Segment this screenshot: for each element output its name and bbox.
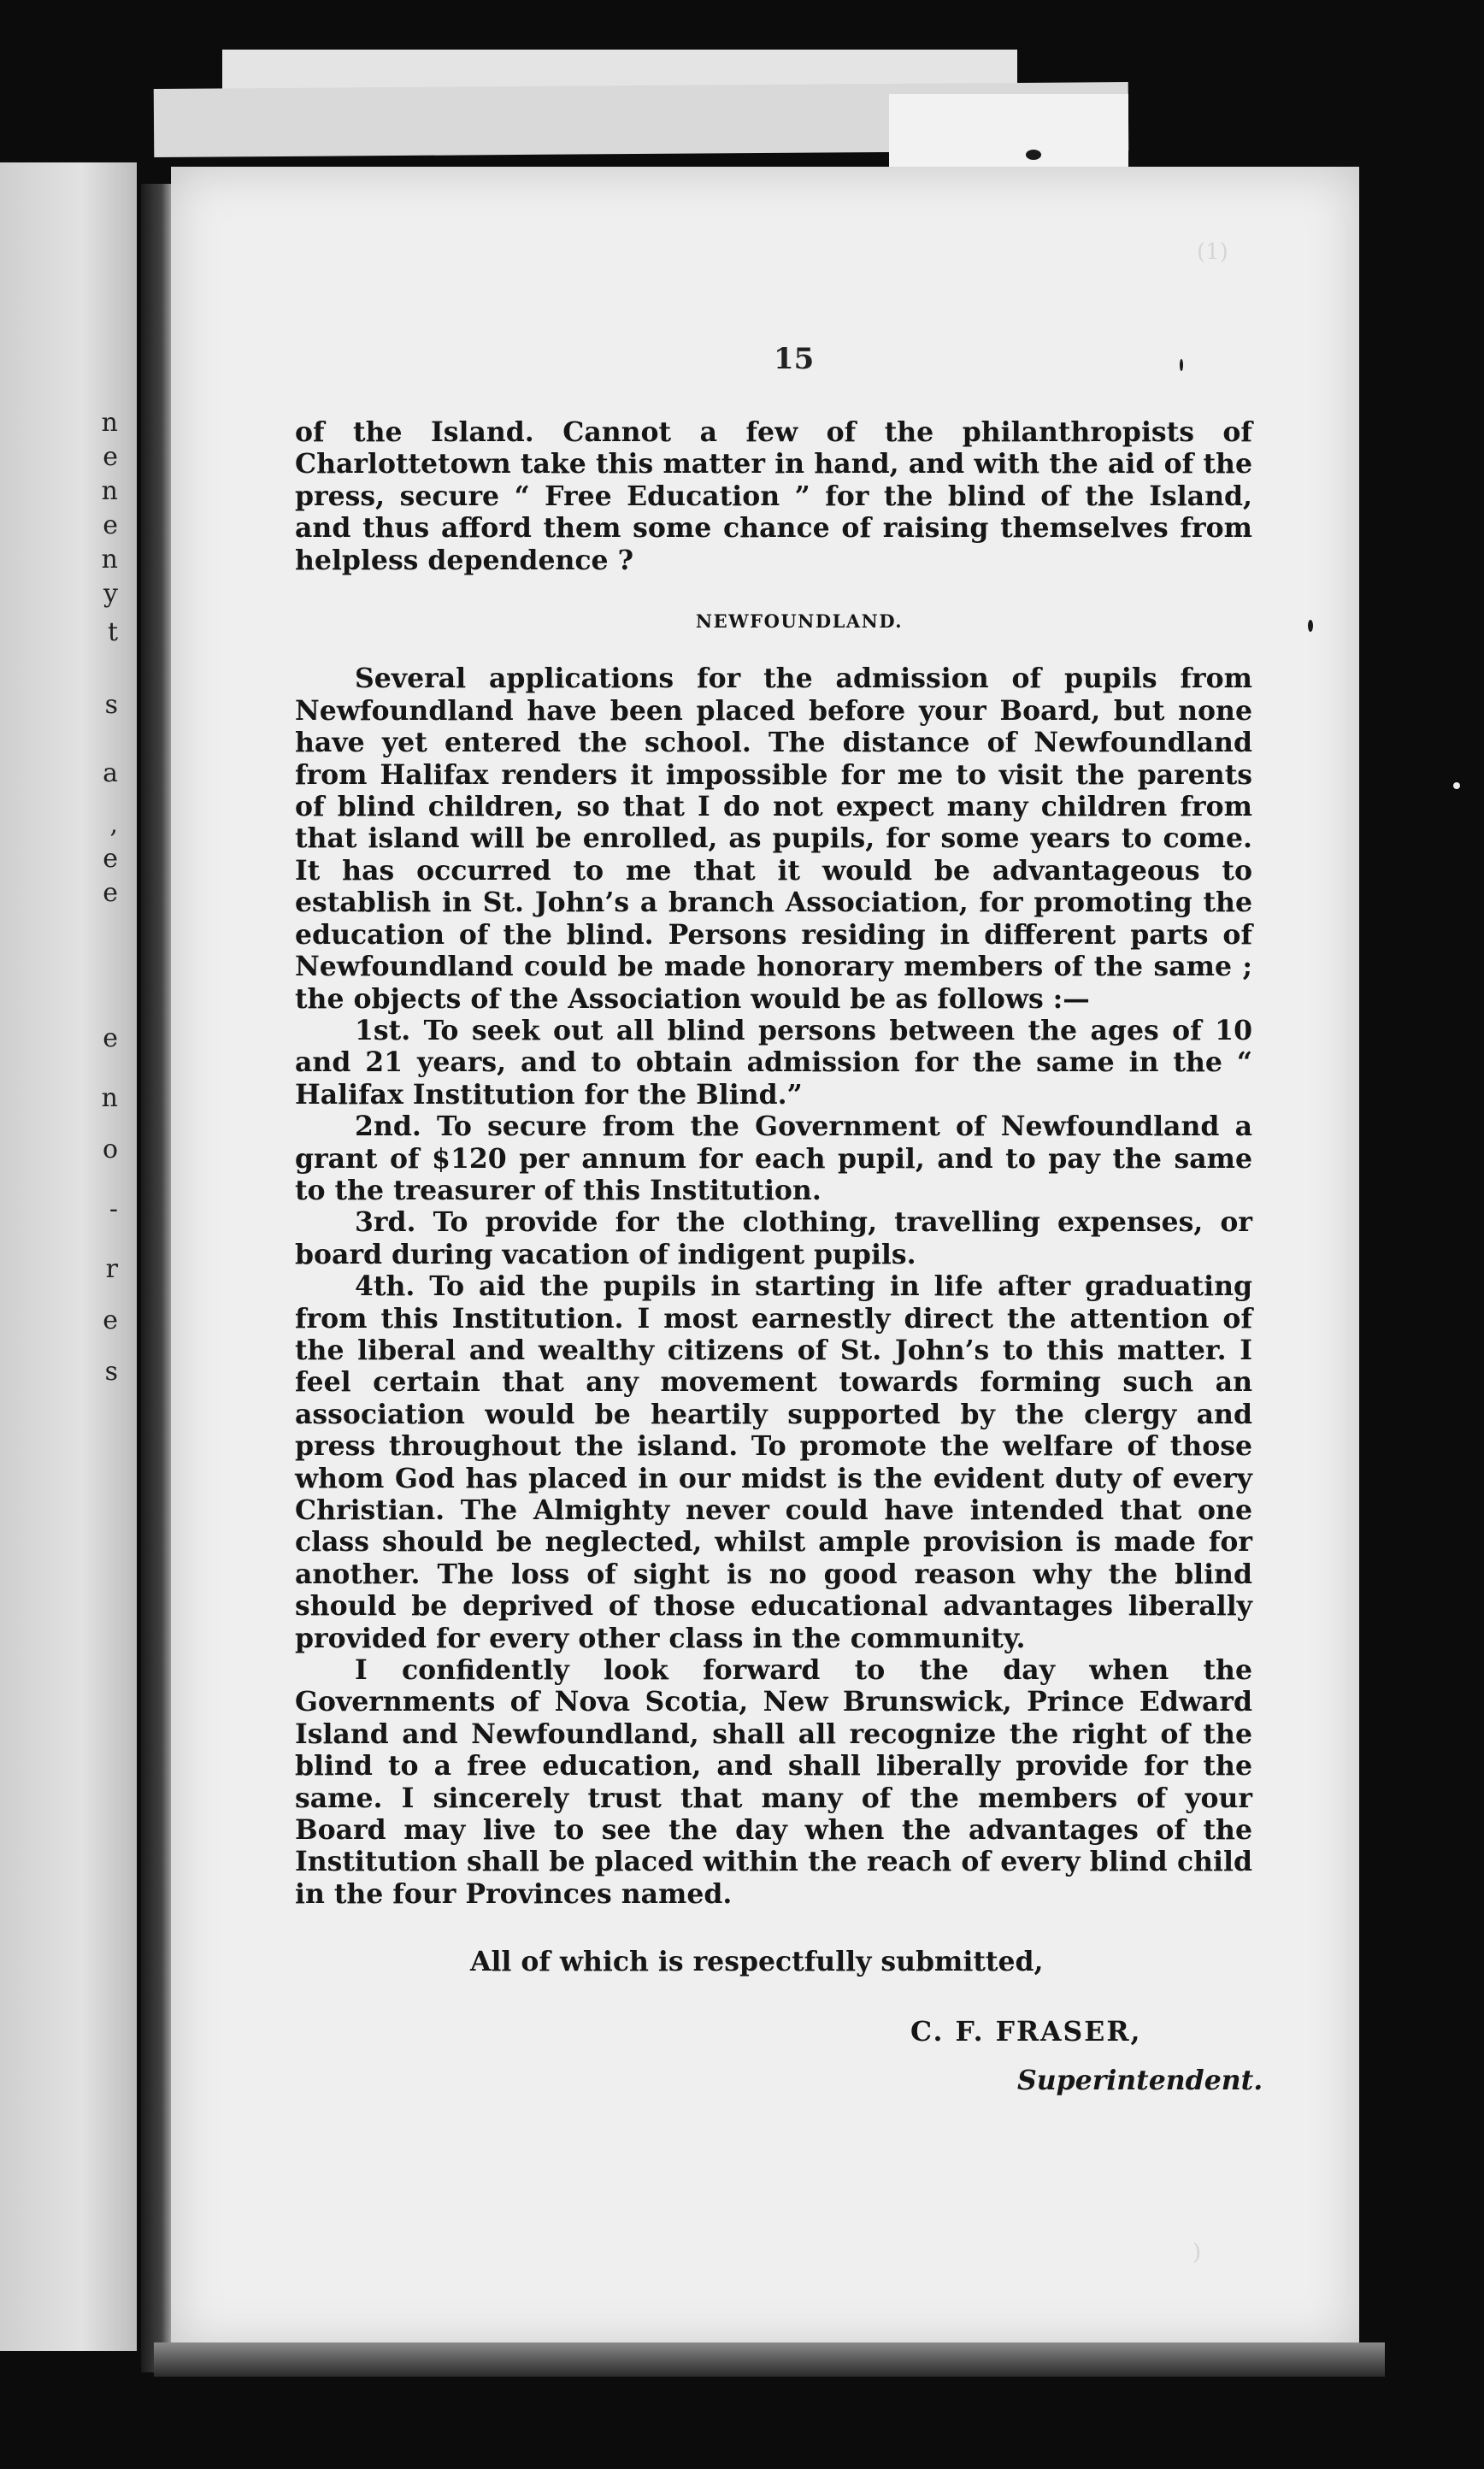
dust-speck (1453, 782, 1460, 789)
signature-name: C. F. FRASER, (910, 2015, 1142, 2048)
page-number: 15 (774, 342, 815, 376)
edge-glyph: e (103, 844, 118, 874)
edge-glyph: e (103, 1305, 118, 1335)
list-item: 4th. To aid the pupils in starting in life after graduating from this Institution. I most earnestly direct the attention of the liberal and wealthy citizens of St. John’s to this matter. I feel certain that any movement towards forming such an association would be heartily supported by the clergy and press throughout the island. To promote the welfare of those whom God has placed in our midst is the evident duty of every Christian. The Almighty never could have intended that one class should be neglected, whilst ample provision is made for another. The loss of sight is no good reason why the blind should be deprived of those educational advantages liberally provided for every other class in the community. (295, 1270, 1252, 1654)
signature-title: Superintendent. (1017, 2065, 1263, 2097)
edge-glyph: , (109, 810, 118, 840)
page-body (295, 338, 1263, 2097)
dust-speck (1026, 150, 1041, 160)
edge-glyph: t (107, 617, 118, 647)
edge-glyph: s (104, 690, 118, 720)
edge-glyph: n (101, 476, 118, 506)
edge-glyph: e (103, 442, 118, 472)
edge-glyph: n (101, 545, 118, 575)
edge-glyph: e (103, 878, 118, 908)
page-bottom-edge (154, 2342, 1385, 2377)
edge-glyph: - (109, 1194, 118, 1224)
paragraph-continuation: of the Island. Cannot a few of the philanthropists of Charlottetown take this matter in hand, and with the aid of the press, secure “ Free Education ” for the blind of the Island, and thus afford them some chance of raising themselves from helpless dependence ? (295, 416, 1252, 576)
bleed-through-mark: ) (1192, 2240, 1202, 2266)
closing-line: All of which is respectfully submitted, (470, 1946, 1044, 1978)
edge-glyph: a (103, 758, 118, 788)
list-item: 2nd. To secure from the Government of Newfoundland a grant of $120 per annum for each pupil, and to pay the same to the treasurer of this Institution. (295, 1111, 1252, 1206)
edge-glyph: r (105, 1254, 118, 1284)
list-item: 1st. To seek out all blind persons between the ages of 10 and 21 years, and to obtain admission for the same in the “ Halifax Institution for the Blind.” (295, 1014, 1252, 1111)
edge-glyph: e (103, 1023, 118, 1053)
paragraph: I confidently look forward to the day when the Governments of Nova Scotia, New Brunswick, Prince Edward Island and Newfoundland, shall all recognize the right of the blind to a free education, and shall liberally provide for the same. I sincerely trust that many of the members of your Board may live to see the day when the advantages of the Institution shall be placed within the reach of every blind child in the four Provinces named. (295, 1654, 1252, 1910)
edge-glyph: o (102, 1134, 118, 1164)
edge-glyph: n (101, 1083, 118, 1113)
dust-speck (1308, 620, 1313, 632)
edge-glyph: y (103, 579, 118, 609)
bleed-through-mark: (1) (1197, 239, 1228, 265)
edge-glyph: s (104, 1357, 118, 1387)
list-item: 3rd. To provide for the clothing, travelling expenses, or board during vacation of indigent pupils. (295, 1206, 1252, 1270)
edge-glyph: e (103, 510, 118, 540)
edge-glyph: n (101, 408, 118, 438)
adjacent-page-fragment (0, 162, 137, 2351)
paragraph: Several applications for the admission of pupils from Newfoundland have been placed before your Board, but none have yet entered the school. The distance of Newfoundland from Halifax renders it impossible for me to visit the parents of blind children, so that I do not expect many children from that island will be enrolled, as pupils, for some years to come. It has occurred to me that it would be advantageous to establish in St. John’s a branch Association, for promoting the education of the blind. Persons residing in different parts of Newfoundland could be made honorary members of the same ; the objects of the Association would be as follows :— (295, 663, 1252, 1015)
book-spine-shadow (141, 184, 175, 2372)
section-heading: NEWFOUNDLAND. (695, 610, 904, 633)
